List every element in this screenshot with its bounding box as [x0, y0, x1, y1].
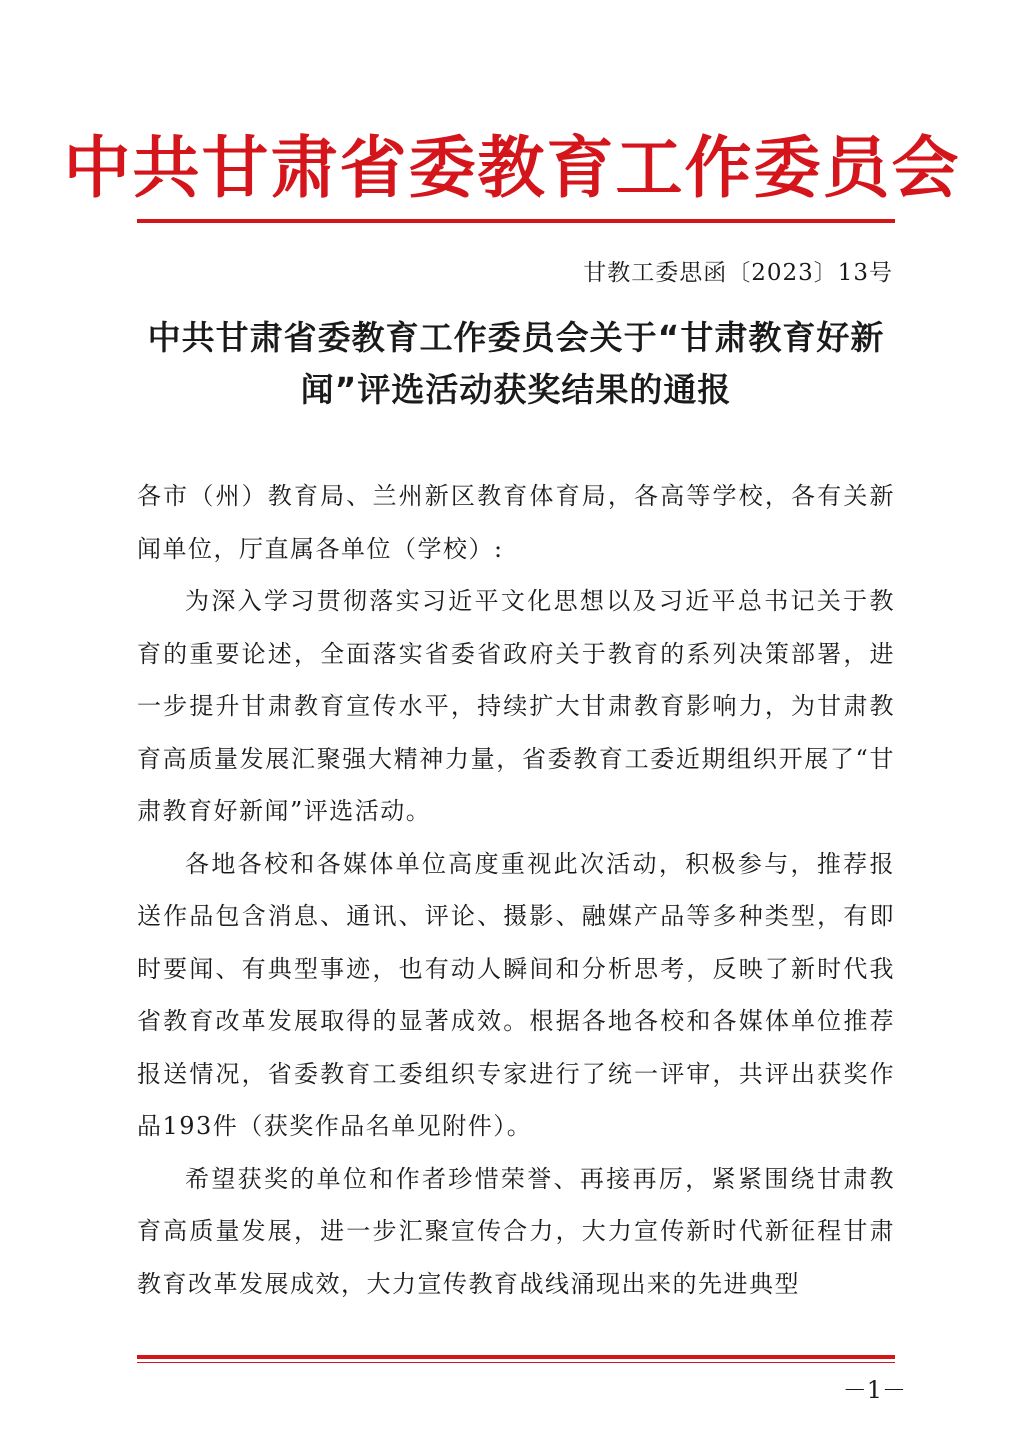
body-paragraph-3: 希望获奖的单位和作者珍惜荣誉、再接再厉，紧紧围绕甘肃教育高质量发展，进一步汇聚宣传合力，大力宣传新时代新征程甘肃教育改革发展成效，大力宣传教育战线涌现出来的先进典型: [137, 1164, 895, 1298]
document-title: 中共甘肃省委教育工作委员会关于“甘肃教育好新闻”评选活动获奖结果的通报: [147, 318, 885, 409]
salutation: 各市（州）教育局、兰州新区教育体育局，各高等学校，各有关新闻单位，厅直属各单位（学校）:: [137, 482, 895, 563]
document-body: [137, 470, 895, 1310]
document-number: 甘教工委思函〔2023〕13号: [583, 260, 893, 286]
letterhead-org-name: 中共甘肃省委教育工作委员会: [63, 129, 961, 207]
body-paragraph-1: 为深入学习贯彻落实习近平文化思想以及习近平总书记关于教育的重要论述，全面落实省委省政府关于教育的系列决策部署，进一步提升甘肃教育宣传水平，持续扩大甘肃教育影响力，为甘肃教育高质量发展汇聚强大精神力量，省委教育工委近期组织开展了“甘肃教育好新闻”评选活动。: [137, 587, 895, 825]
page-number: －1－: [842, 1376, 906, 1404]
footer-red-rule-thick: [137, 1355, 895, 1359]
footer-red-rule-thin: [137, 1362, 895, 1363]
letterhead-red-rule: [137, 219, 895, 223]
body-paragraph-2: 各地各校和各媒体单位高度重视此次活动，积极参与，推荐报送作品包含消息、通讯、评论、摄影、融媒产品等多种类型，有即时要闻、有典型事迹，也有动人瞬间和分析思考，反映了新时代我省教育改革发展取得的显著成效。根据各地各校和各媒体单位推荐报送情况，省委教育工委组织专家进行了统一评审，共评出获奖作品193件（获奖作品名单见附件）。: [137, 849, 895, 1140]
